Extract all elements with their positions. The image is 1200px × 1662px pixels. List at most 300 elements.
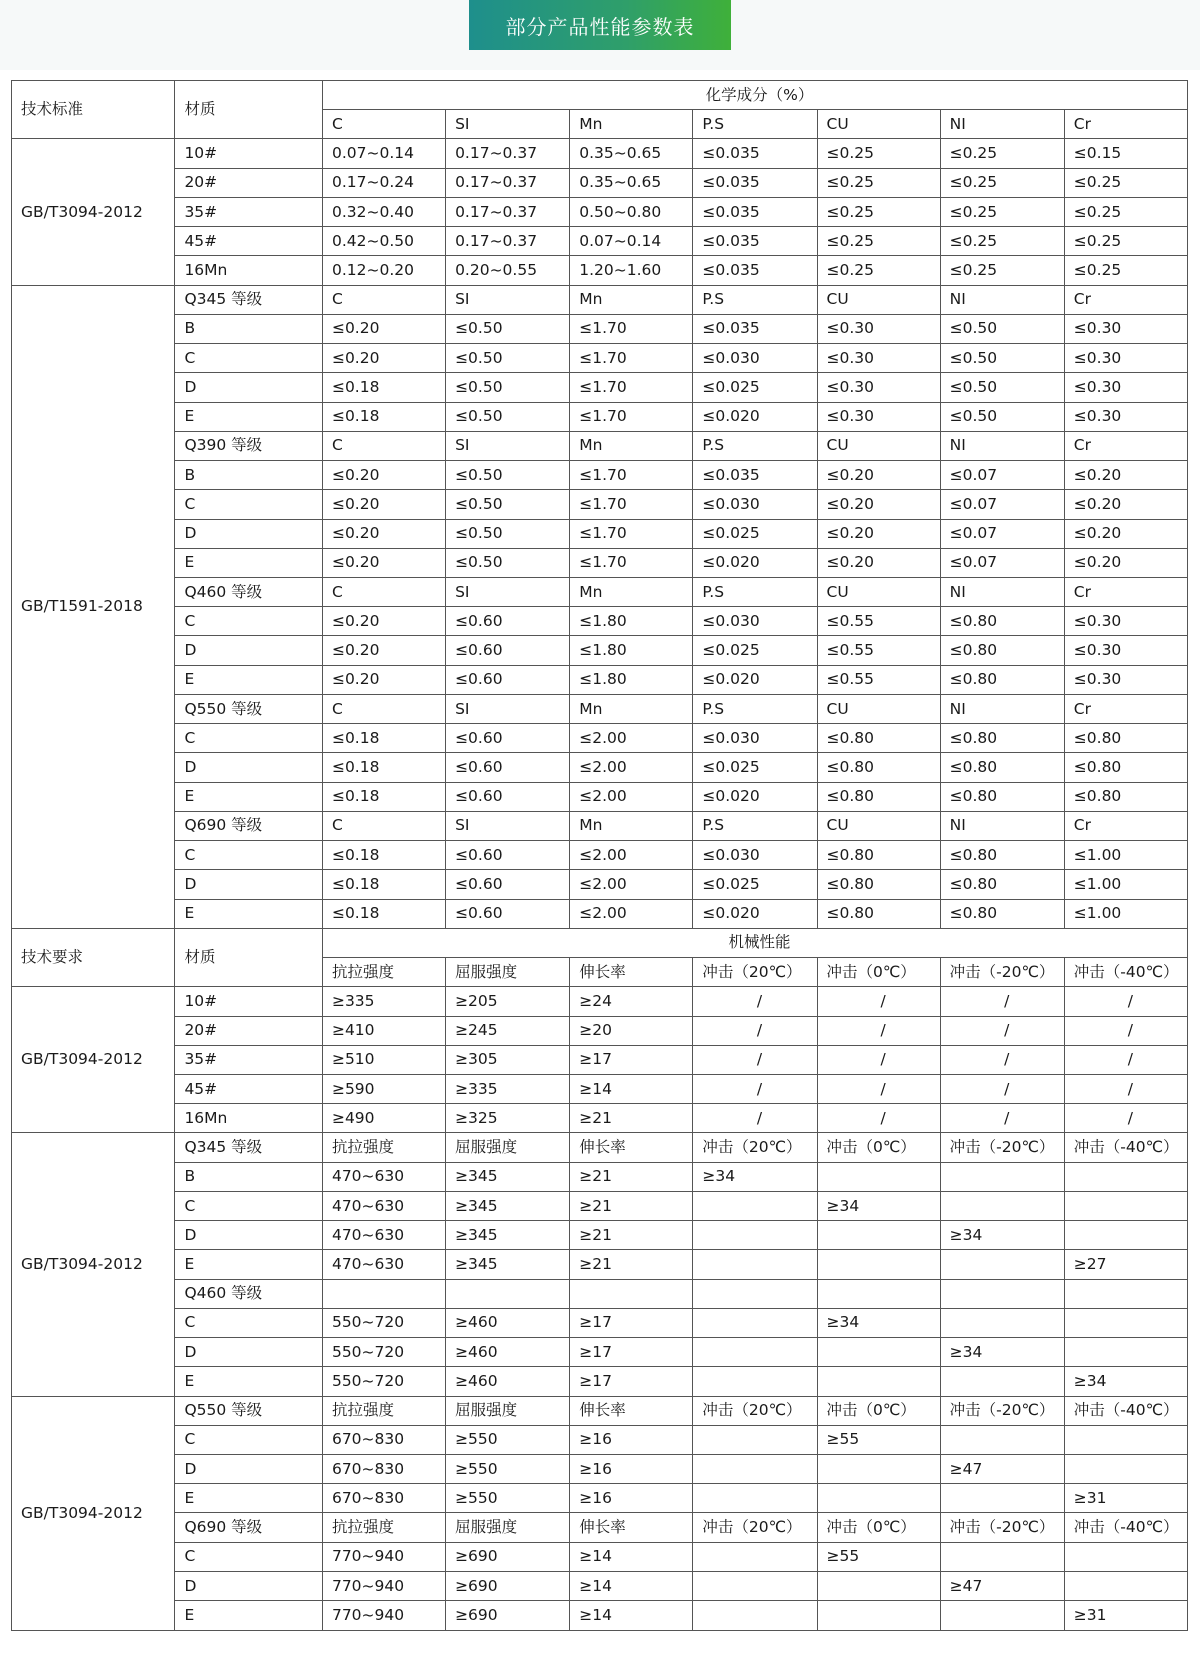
material-cell: 45# <box>175 1074 323 1103</box>
value-cell <box>1064 1191 1187 1220</box>
value-cell: ≥34 <box>817 1191 940 1220</box>
value-cell <box>322 1279 445 1308</box>
value-cell: ≤0.18 <box>322 841 445 870</box>
value-cell: ≤1.00 <box>1064 841 1187 870</box>
value-cell: ≤0.25 <box>817 197 940 226</box>
table-row <box>12 665 1188 694</box>
value-cell: Cr <box>1064 285 1187 314</box>
value-cell: / <box>1064 1104 1187 1133</box>
value-cell: ≤1.80 <box>570 665 693 694</box>
value-cell: 0.07~0.14 <box>322 139 445 168</box>
value-cell: 冲击（20℃） <box>693 1133 817 1162</box>
value-cell: 冲击（-40℃） <box>1064 1133 1187 1162</box>
value-cell <box>817 1484 940 1513</box>
value-cell: / <box>693 1104 817 1133</box>
value-cell: ≤1.80 <box>570 607 693 636</box>
value-cell: ≤0.25 <box>817 227 940 256</box>
value-cell: ≤0.035 <box>693 314 817 343</box>
value-cell: ≤0.035 <box>693 256 817 285</box>
value-cell: ≤0.20 <box>322 519 445 548</box>
value-cell: CU <box>817 577 940 606</box>
material-cell: E <box>175 899 323 928</box>
value-cell: ≤0.20 <box>322 490 445 519</box>
table-row <box>12 461 1188 490</box>
table-row <box>12 431 1188 460</box>
value-cell: ≤0.30 <box>817 373 940 402</box>
table-row <box>12 1074 1188 1103</box>
value-cell: C <box>322 811 445 840</box>
value-cell: ≤0.50 <box>940 373 1064 402</box>
table-row <box>12 1455 1188 1484</box>
value-cell: ≥55 <box>817 1542 940 1571</box>
value-cell: ≥345 <box>446 1250 570 1279</box>
table-row <box>12 1571 1188 1600</box>
value-cell: ≥20 <box>570 1016 693 1045</box>
value-cell <box>817 1162 940 1191</box>
value-cell: ≤0.50 <box>446 402 570 431</box>
material-cell: E <box>175 1250 323 1279</box>
value-cell: ≤0.80 <box>940 841 1064 870</box>
table-body <box>12 81 1188 1631</box>
value-cell: NI <box>940 694 1064 723</box>
value-cell: ≤1.70 <box>570 461 693 490</box>
value-cell: ≤2.00 <box>570 899 693 928</box>
chem-column-header: P.S <box>693 110 817 139</box>
value-cell: ≤0.25 <box>1064 227 1187 256</box>
table-row <box>12 1016 1188 1045</box>
value-cell: 470~630 <box>322 1221 445 1250</box>
chem-column-header: Mn <box>570 110 693 139</box>
table-row <box>12 139 1188 168</box>
value-cell <box>693 1338 817 1367</box>
value-cell: P.S <box>693 285 817 314</box>
value-cell: / <box>1064 1045 1187 1074</box>
value-cell: 冲击（20℃） <box>693 1396 817 1425</box>
value-cell: / <box>1064 987 1187 1016</box>
value-cell: ≤0.20 <box>322 607 445 636</box>
value-cell: C <box>322 577 445 606</box>
material-cell: D <box>175 636 323 665</box>
value-cell <box>940 1279 1064 1308</box>
material-cell: Q390 等级 <box>175 431 323 460</box>
value-cell: 670~830 <box>322 1455 445 1484</box>
table-row <box>12 490 1188 519</box>
value-cell: SI <box>446 577 570 606</box>
value-cell: ≥325 <box>446 1104 570 1133</box>
value-cell: ≤0.55 <box>817 636 940 665</box>
value-cell: NI <box>940 577 1064 606</box>
value-cell: ≥550 <box>446 1425 570 1454</box>
table-row <box>12 285 1188 314</box>
mech-column-header: 冲击（-20℃） <box>940 958 1064 987</box>
value-cell: 0.12~0.20 <box>322 256 445 285</box>
value-cell: 0.42~0.50 <box>322 227 445 256</box>
value-cell: ≤0.30 <box>1064 665 1187 694</box>
material-cell: C <box>175 841 323 870</box>
value-cell: ≤2.00 <box>570 870 693 899</box>
material-cell: E <box>175 1367 323 1396</box>
value-cell: 770~940 <box>322 1571 445 1600</box>
value-cell: ≤0.18 <box>322 899 445 928</box>
value-cell: 670~830 <box>322 1484 445 1513</box>
material-cell: E <box>175 548 323 577</box>
value-cell: ≤0.20 <box>322 344 445 373</box>
value-cell: ≤0.30 <box>1064 607 1187 636</box>
value-cell: ≤0.60 <box>446 607 570 636</box>
value-cell: ≤0.18 <box>322 782 445 811</box>
value-cell: ≤2.00 <box>570 724 693 753</box>
table-row <box>12 1367 1188 1396</box>
value-cell <box>1064 1425 1187 1454</box>
mech-group-title: 机械性能 <box>322 928 1187 957</box>
value-cell: Cr <box>1064 694 1187 723</box>
value-cell: 0.35~0.65 <box>570 168 693 197</box>
value-cell: ≤0.80 <box>940 870 1064 899</box>
value-cell: ≤0.30 <box>817 402 940 431</box>
value-cell: ≥345 <box>446 1191 570 1220</box>
value-cell: ≤0.80 <box>1064 724 1187 753</box>
material-cell: D <box>175 373 323 402</box>
value-cell: ≤0.80 <box>817 899 940 928</box>
value-cell: ≤0.025 <box>693 753 817 782</box>
value-cell <box>1064 1162 1187 1191</box>
value-cell: ≥690 <box>446 1571 570 1600</box>
value-cell: ≤0.60 <box>446 870 570 899</box>
table-row <box>12 1513 1188 1542</box>
value-cell: ≤0.80 <box>817 724 940 753</box>
value-cell <box>1064 1571 1187 1600</box>
value-cell: ≤0.80 <box>817 782 940 811</box>
material-cell: D <box>175 1221 323 1250</box>
value-cell: CU <box>817 694 940 723</box>
value-cell: ≤0.80 <box>940 665 1064 694</box>
value-cell: 0.35~0.65 <box>570 139 693 168</box>
value-cell: ≥690 <box>446 1601 570 1631</box>
value-cell: ≤0.025 <box>693 519 817 548</box>
table-row <box>12 1601 1188 1631</box>
value-cell: ≥460 <box>446 1308 570 1337</box>
chem-column-header: SI <box>446 110 570 139</box>
table-row <box>12 1338 1188 1367</box>
value-cell: ≤0.60 <box>446 724 570 753</box>
value-cell: / <box>693 1074 817 1103</box>
value-cell: ≤0.18 <box>322 402 445 431</box>
value-cell <box>940 1367 1064 1396</box>
table-row <box>12 1484 1188 1513</box>
value-cell: ≤0.80 <box>1064 753 1187 782</box>
value-cell <box>693 1425 817 1454</box>
value-cell <box>693 1601 817 1631</box>
value-cell: ≤0.25 <box>1064 168 1187 197</box>
value-cell: 冲击（0℃） <box>817 1133 940 1162</box>
value-cell: ≥590 <box>322 1074 445 1103</box>
value-cell: ≥205 <box>446 987 570 1016</box>
value-cell: ≤0.25 <box>1064 256 1187 285</box>
value-cell: ≤0.50 <box>446 461 570 490</box>
value-cell: ≤0.035 <box>693 197 817 226</box>
material-cell: C <box>175 1191 323 1220</box>
value-cell: 0.17~0.37 <box>446 168 570 197</box>
standard-cell: GB/T3094-2012 <box>12 1133 175 1396</box>
value-cell: ≤0.80 <box>817 870 940 899</box>
value-cell: / <box>1064 1074 1187 1103</box>
value-cell: ≤1.80 <box>570 636 693 665</box>
table-row <box>12 1542 1188 1571</box>
value-cell: CU <box>817 811 940 840</box>
material-cell: D <box>175 870 323 899</box>
value-cell: ≥34 <box>817 1308 940 1337</box>
value-cell: 770~940 <box>322 1601 445 1631</box>
value-cell <box>693 1191 817 1220</box>
value-cell <box>940 1308 1064 1337</box>
table-row <box>12 753 1188 782</box>
value-cell: 0.17~0.37 <box>446 227 570 256</box>
value-cell: ≥335 <box>322 987 445 1016</box>
value-cell: ≤0.80 <box>940 636 1064 665</box>
value-cell: ≤0.07 <box>940 519 1064 548</box>
value-cell <box>940 1250 1064 1279</box>
value-cell: ≤0.60 <box>446 636 570 665</box>
value-cell: ≤0.020 <box>693 548 817 577</box>
value-cell <box>693 1279 817 1308</box>
chem-column-header: C <box>322 110 445 139</box>
value-cell <box>817 1571 940 1600</box>
value-cell: 冲击（20℃） <box>693 1513 817 1542</box>
value-cell: ≤0.30 <box>1064 314 1187 343</box>
table-row <box>12 197 1188 226</box>
value-cell: SI <box>446 285 570 314</box>
value-cell: ≤0.25 <box>940 227 1064 256</box>
table-row <box>12 1308 1188 1337</box>
value-cell: ≤0.50 <box>446 373 570 402</box>
value-cell <box>817 1455 940 1484</box>
material-cell: 16Mn <box>175 1104 323 1133</box>
value-cell <box>1064 1308 1187 1337</box>
value-cell: 1.20~1.60 <box>570 256 693 285</box>
value-cell: ≥410 <box>322 1016 445 1045</box>
value-cell <box>940 1162 1064 1191</box>
value-cell: Mn <box>570 285 693 314</box>
value-cell: ≥345 <box>446 1162 570 1191</box>
value-cell: 伸长率 <box>570 1133 693 1162</box>
table-row <box>12 1396 1188 1425</box>
value-cell: ≤0.30 <box>1064 344 1187 373</box>
value-cell <box>940 1425 1064 1454</box>
value-cell: 冲击（0℃） <box>817 1396 940 1425</box>
value-cell: ≤1.70 <box>570 314 693 343</box>
value-cell <box>940 1191 1064 1220</box>
value-cell: ≤0.20 <box>322 548 445 577</box>
value-cell: ≥690 <box>446 1542 570 1571</box>
value-cell: ≤1.00 <box>1064 870 1187 899</box>
material-cell: D <box>175 1571 323 1600</box>
value-cell: ≤0.20 <box>1064 519 1187 548</box>
value-cell: ≥14 <box>570 1601 693 1631</box>
value-cell: 0.17~0.37 <box>446 197 570 226</box>
value-cell: 770~940 <box>322 1542 445 1571</box>
value-cell: 抗拉强度 <box>322 1513 445 1542</box>
chem-group-title: 化学成分（%） <box>322 81 1187 110</box>
material-cell: B <box>175 461 323 490</box>
material-cell: D <box>175 1338 323 1367</box>
value-cell: ≥27 <box>1064 1250 1187 1279</box>
value-cell: SI <box>446 694 570 723</box>
value-cell: 屈服强度 <box>446 1133 570 1162</box>
table-row <box>12 1221 1188 1250</box>
material-cell: C <box>175 724 323 753</box>
value-cell <box>940 1601 1064 1631</box>
value-cell: ≥31 <box>1064 1484 1187 1513</box>
value-cell: ≥34 <box>693 1162 817 1191</box>
value-cell: ≤0.20 <box>1064 461 1187 490</box>
value-cell: ≥34 <box>940 1338 1064 1367</box>
value-cell: ≤0.80 <box>940 724 1064 753</box>
table-row <box>12 1425 1188 1454</box>
value-cell: ≥21 <box>570 1221 693 1250</box>
value-cell: ≤0.07 <box>940 461 1064 490</box>
value-cell: ≤0.60 <box>446 899 570 928</box>
value-cell: ≤0.020 <box>693 665 817 694</box>
value-cell: ≥21 <box>570 1162 693 1191</box>
table-row <box>12 841 1188 870</box>
value-cell: Mn <box>570 431 693 460</box>
table-row <box>12 811 1188 840</box>
value-cell: ≥21 <box>570 1191 693 1220</box>
value-cell <box>817 1601 940 1631</box>
material-cell: 45# <box>175 227 323 256</box>
value-cell: ≤0.025 <box>693 373 817 402</box>
chem-header-material: 材质 <box>175 81 323 139</box>
table-row <box>12 1133 1188 1162</box>
table-row <box>12 724 1188 753</box>
value-cell <box>817 1279 940 1308</box>
value-cell: ≥14 <box>570 1571 693 1600</box>
value-cell: ≤0.50 <box>446 490 570 519</box>
value-cell: ≤1.70 <box>570 519 693 548</box>
value-cell: P.S <box>693 811 817 840</box>
value-cell: / <box>817 1104 940 1133</box>
value-cell: ≤0.50 <box>446 344 570 373</box>
value-cell: ≤0.030 <box>693 724 817 753</box>
value-cell: NI <box>940 431 1064 460</box>
value-cell: ≤0.80 <box>940 753 1064 782</box>
value-cell: ≤0.020 <box>693 899 817 928</box>
value-cell: / <box>817 1074 940 1103</box>
value-cell <box>693 1367 817 1396</box>
mech-header-row <box>12 928 1188 957</box>
value-cell: ≥335 <box>446 1074 570 1103</box>
value-cell: ≥17 <box>570 1045 693 1074</box>
value-cell: ≤2.00 <box>570 753 693 782</box>
value-cell: ≤1.70 <box>570 490 693 519</box>
value-cell: ≤0.50 <box>940 314 1064 343</box>
material-cell: Q460 等级 <box>175 577 323 606</box>
value-cell: ≤0.20 <box>322 314 445 343</box>
value-cell <box>693 1455 817 1484</box>
value-cell: 抗拉强度 <box>322 1133 445 1162</box>
value-cell: ≥550 <box>446 1484 570 1513</box>
table-row <box>12 987 1188 1016</box>
value-cell: ≥24 <box>570 987 693 1016</box>
value-cell <box>693 1571 817 1600</box>
value-cell: ≤0.025 <box>693 870 817 899</box>
value-cell <box>940 1542 1064 1571</box>
material-cell: 20# <box>175 168 323 197</box>
table-row <box>12 870 1188 899</box>
value-cell: ≤0.030 <box>693 490 817 519</box>
value-cell: 冲击（-40℃） <box>1064 1396 1187 1425</box>
value-cell: ≤1.70 <box>570 373 693 402</box>
table-row <box>12 1279 1188 1308</box>
value-cell: ≤0.55 <box>817 665 940 694</box>
value-cell: 0.20~0.55 <box>446 256 570 285</box>
value-cell: ≤0.20 <box>817 519 940 548</box>
value-cell: 冲击（-20℃） <box>940 1133 1064 1162</box>
mech-column-header: 冲击（0℃） <box>817 958 940 987</box>
value-cell: ≥245 <box>446 1016 570 1045</box>
material-cell: C <box>175 1425 323 1454</box>
value-cell: NI <box>940 285 1064 314</box>
value-cell: ≤0.030 <box>693 344 817 373</box>
mech-column-header: 冲击（-40℃） <box>1064 958 1187 987</box>
value-cell: ≤0.30 <box>1064 402 1187 431</box>
table-row <box>12 1104 1188 1133</box>
table-row <box>12 1162 1188 1191</box>
value-cell: ≥55 <box>817 1425 940 1454</box>
material-cell: Q550 等级 <box>175 1396 323 1425</box>
value-cell: Mn <box>570 694 693 723</box>
value-cell: 冲击（-20℃） <box>940 1513 1064 1542</box>
material-cell: C <box>175 1308 323 1337</box>
value-cell: ≥490 <box>322 1104 445 1133</box>
value-cell: 0.17~0.24 <box>322 168 445 197</box>
value-cell: ≤0.20 <box>322 636 445 665</box>
value-cell: ≤0.30 <box>817 344 940 373</box>
value-cell: 0.50~0.80 <box>570 197 693 226</box>
parameter-table <box>11 80 1188 1631</box>
value-cell: ≤2.00 <box>570 841 693 870</box>
material-cell: C <box>175 607 323 636</box>
value-cell: ≤0.50 <box>446 314 570 343</box>
value-cell: / <box>940 1074 1064 1103</box>
value-cell: ≤0.30 <box>817 314 940 343</box>
value-cell: 470~630 <box>322 1162 445 1191</box>
value-cell: ≥550 <box>446 1455 570 1484</box>
value-cell: ≥47 <box>940 1455 1064 1484</box>
value-cell: Cr <box>1064 811 1187 840</box>
material-cell: E <box>175 1601 323 1631</box>
value-cell: ≥21 <box>570 1104 693 1133</box>
standard-cell: GB/T3094-2012 <box>12 139 175 285</box>
value-cell: SI <box>446 431 570 460</box>
value-cell: ≥14 <box>570 1074 693 1103</box>
value-cell <box>693 1250 817 1279</box>
page-title: 部分产品性能参数表 <box>469 0 731 50</box>
value-cell: ≤0.18 <box>322 753 445 782</box>
material-cell: B <box>175 1162 323 1191</box>
value-cell: ≥460 <box>446 1367 570 1396</box>
value-cell: ≤2.00 <box>570 782 693 811</box>
table-row <box>12 227 1188 256</box>
value-cell <box>817 1367 940 1396</box>
table-row <box>12 607 1188 636</box>
value-cell: ≥34 <box>940 1221 1064 1250</box>
value-cell <box>693 1484 817 1513</box>
mech-column-header: 抗拉强度 <box>322 958 445 987</box>
table-row <box>12 899 1188 928</box>
value-cell: P.S <box>693 577 817 606</box>
chem-header-row <box>12 81 1188 110</box>
